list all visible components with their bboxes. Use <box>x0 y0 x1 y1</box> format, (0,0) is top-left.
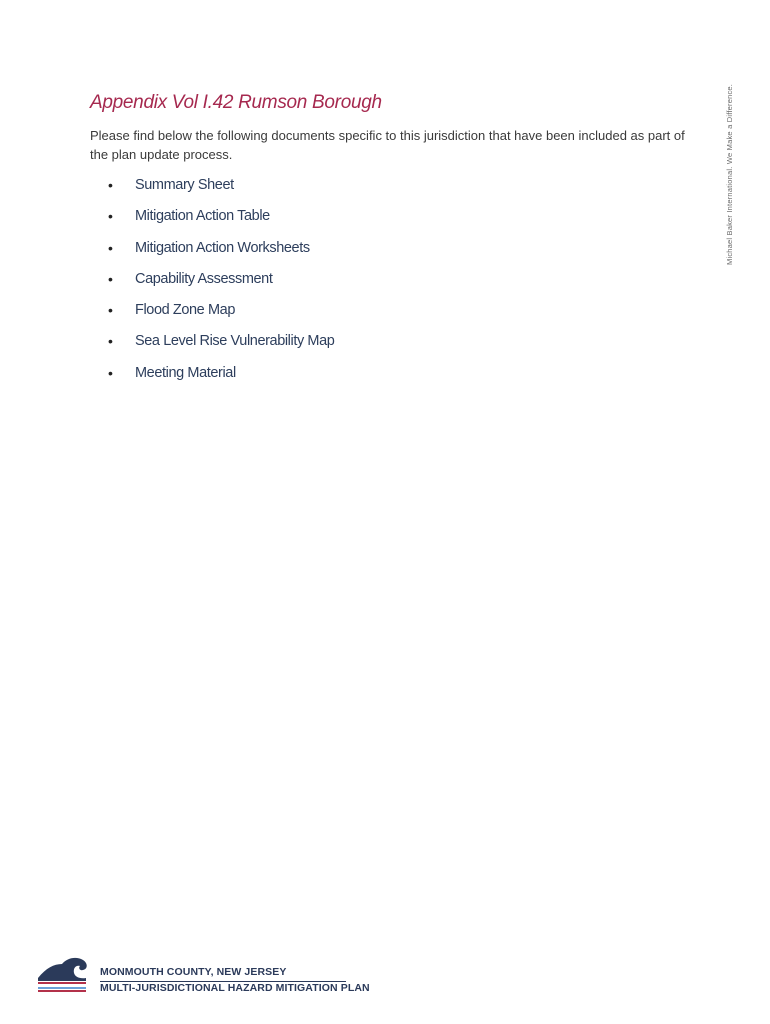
footer-county: MONMOUTH COUNTY, NEW JERSEY <box>100 966 287 978</box>
intro-paragraph: Please find below the following documents specific to this jurisdiction that have been included as part of the plan update process. <box>90 128 685 162</box>
bullet-icon: • <box>108 239 113 256</box>
bullet-icon: • <box>108 208 113 225</box>
bullet-icon: • <box>108 270 113 287</box>
wave-logo-icon <box>36 954 96 994</box>
page-title: Appendix Vol I.42 Rumson Borough <box>90 92 382 113</box>
bullet-icon: • <box>108 333 113 350</box>
bullet-icon: • <box>108 364 113 381</box>
list-item-label: Flood Zone Map <box>135 302 235 319</box>
list-item-label: Mitigation Action Worksheets <box>135 239 310 256</box>
list-item-label: Summary Sheet <box>135 177 234 193</box>
list-item <box>108 330 334 361</box>
bullet-icon: • <box>108 302 113 319</box>
list-item <box>108 205 334 236</box>
list-item-label: Mitigation Action Table <box>135 208 270 225</box>
side-credit: Michael Baker International. We Make a Difference. <box>725 83 734 265</box>
document-list <box>108 174 334 393</box>
list-item <box>108 237 334 268</box>
list-item-label: Capability Assessment <box>135 270 273 287</box>
bullet-icon: • <box>108 177 113 193</box>
list-item-label: Sea Level Rise Vulnerability Map <box>135 333 335 350</box>
footer <box>36 954 370 998</box>
list-item-label: Meeting Material <box>135 364 236 381</box>
list-item <box>108 299 334 330</box>
footer-plan-name: MULTI-JURISDICTIONAL HAZARD MITIGATION PLAN <box>100 982 370 994</box>
list-item <box>108 362 334 393</box>
list-item <box>108 268 334 299</box>
list-item <box>108 174 334 205</box>
